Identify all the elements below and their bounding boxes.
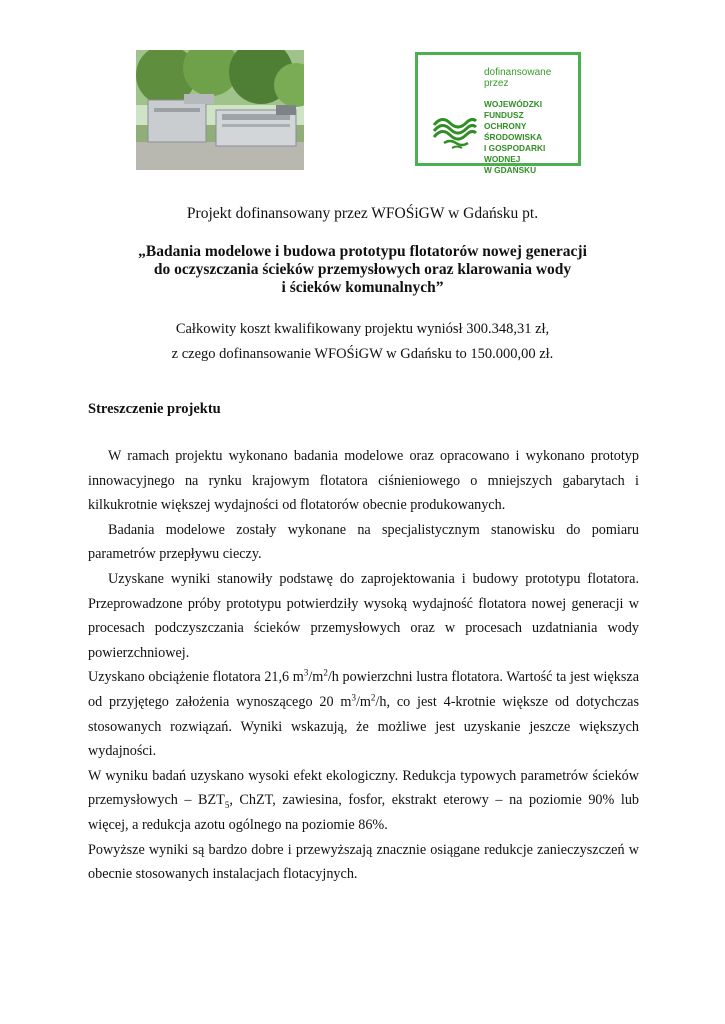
paragraph-1: W ramach projektu wykonano badania modelowe oraz opracowano i wykonano prototyp innowacyjnego na rynku krajowym flotatora ciśnieniowego o mniejszych gabarytach i kilkukrotnie większej wydajności od flotatorów obecnie produkowanych. [88, 448, 639, 514]
paragraph-3: Uzyskane wyniki stanowiły podstawę do zaprojektowania i budowy prototypu flotatora. Przeprowadzone próby prototypu potwierdziły wysoką wydajność flotatora nowej generacji w procesach podczyszczania ścieków przemysłowych oraz w procesach uzdatniania wody powierzchniowej. [88, 570, 639, 661]
paragraph-5: W wyniku badań uzyskano wysoki efekt ekologiczny. Redukcja typowych parametrów ścieków przemysłowych – $BZT_5$, ChZT, zawiesina, fosfor, ekstrakt eterowy – na poziomie 90% lub więcej, a redukcja azotu ogólnego na poziomie 86%. [88, 767, 640, 833]
logo-heading: dofinansowane przez [484, 67, 552, 89]
project-title: „Badania modelowe i budowa prototypu flotatorów nowej generacji do oczyszczania ścieków przemysłowych oraz klarowania wody i ścieków komunalnych” [138, 243, 587, 296]
logo-fund-name: WOJEWÓDZKI FUNDUSZ OCHRONY ŚRODOWISKA I GOSPODARKI WODNEJ W GDAŃSKU [484, 99, 546, 175]
cost-statement: Całkowity koszt kwalifikowany projektu wyniósł 300.348,31 zł, z czego dofinansowanie WFOŚiGW w Gdańsku to 150.000,00 zł. [171, 321, 554, 362]
section-heading: Streszczenie projektu [88, 401, 221, 417]
summary-body [88, 444, 639, 887]
wfos-wave-logo-icon [430, 111, 480, 151]
paragraph-4: Uzyskano obciążenie flotatora 21,6 $m^3/m^2/h$ powierzchni lustra flotatora. Wartość ta jest większa od przyjętego założenia wynoszącego 20 $m^3/m^2/h$, co jest 4-krotnie większe od dotychczas stosowanych rozwiązań. Wyniki wskazują, że możliwe jest uzyskanie jeszcze większych wydajności. [88, 667, 640, 760]
intro-line: Projekt dofinansowany przez WFOŚiGW w Gdańsku pt. [186, 205, 539, 222]
flotator-photo [136, 50, 304, 170]
cofinancing-logo [415, 52, 581, 175]
paragraph-2: Badania modelowe zostały wykonane na specjalistycznym stanowisku do pomiaru parametrów przepływu cieczy. [88, 521, 639, 563]
paragraph-6: Powyższe wyniki są bardzo dobre i przewyższają znacznie osiągane redukcje zanieczyszczeń w obecnie stosowanych instalacjach flotacyjnych. [88, 841, 639, 883]
